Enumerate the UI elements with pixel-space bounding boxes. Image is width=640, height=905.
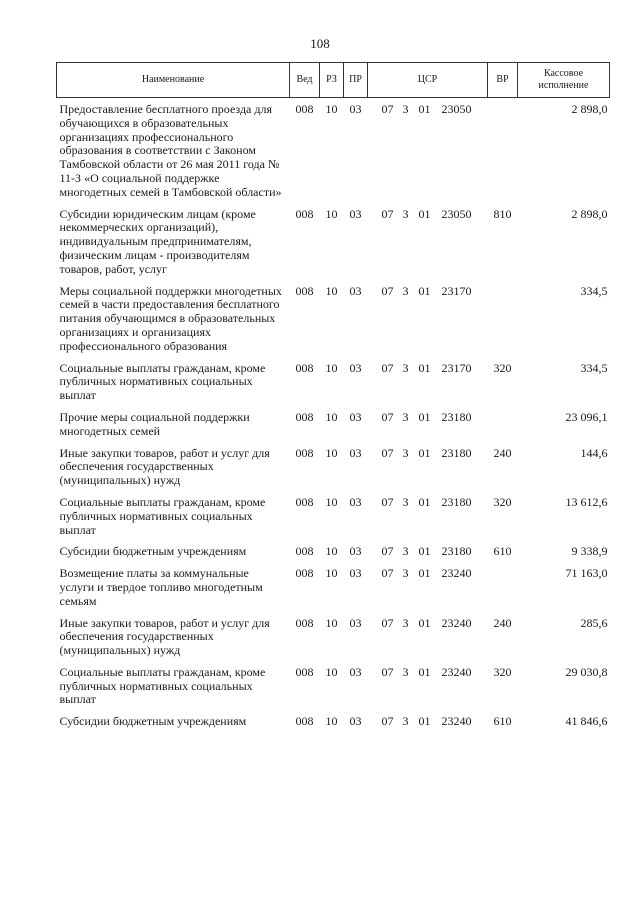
csr-part: 23180 bbox=[441, 544, 472, 559]
row-csr bbox=[368, 710, 488, 732]
row-name: Субсидии бюджетным учреждениям bbox=[59, 714, 247, 729]
row-pr: 03 bbox=[349, 664, 362, 679]
row-vr: 610 bbox=[493, 714, 512, 729]
csr-part: 23240 bbox=[441, 615, 472, 630]
csr-part: 01 bbox=[418, 566, 431, 581]
row-vr bbox=[488, 406, 518, 442]
row-rz: 10 bbox=[325, 409, 338, 424]
table-row bbox=[57, 562, 610, 611]
header-ved: Вед bbox=[290, 63, 320, 98]
row-ved: 008 bbox=[295, 206, 314, 221]
csr-part: 23170 bbox=[441, 283, 472, 298]
csr-part: 01 bbox=[418, 544, 431, 559]
row-pr: 03 bbox=[349, 615, 362, 630]
csr-part: 01 bbox=[418, 409, 431, 424]
csr-part: 3 bbox=[402, 206, 409, 221]
csr-part: 23240 bbox=[441, 566, 472, 581]
row-csr bbox=[368, 442, 488, 491]
row-ved: 008 bbox=[295, 360, 314, 375]
row-csr bbox=[368, 98, 488, 203]
row-name: Социальные выплаты гражданам, кроме публичных нормативных социальных выплат bbox=[59, 494, 266, 537]
csr-part: 01 bbox=[418, 714, 431, 729]
row-pr: 03 bbox=[349, 360, 362, 375]
row-name: Предоставление бесплатного проезда для обучающихся в образовательных организациях профессионального образования в соответствии с Законом Тамбовской области от 26 мая 2011 года № 11-З «О социальной поддержке многодетных семей в Тамбовской области» bbox=[59, 102, 282, 199]
row-name: Возмещение платы за коммунальные услуги и твердое топливо многодетным семьям bbox=[59, 566, 263, 608]
csr-part: 01 bbox=[418, 494, 431, 509]
table-row bbox=[57, 710, 610, 732]
row-rz: 10 bbox=[325, 102, 338, 116]
csr-part: 01 bbox=[418, 102, 431, 116]
csr-part: 3 bbox=[402, 615, 409, 630]
header-kassa: Кассовое исполнение bbox=[518, 63, 610, 98]
csr-part: 01 bbox=[418, 664, 431, 679]
csr-part: 23240 bbox=[441, 714, 472, 729]
row-vr: 240 bbox=[493, 445, 512, 460]
csr-part: 07 bbox=[381, 544, 394, 559]
row-rz: 10 bbox=[325, 206, 338, 221]
csr-part: 23050 bbox=[441, 206, 472, 221]
row-name: Прочие меры социальной поддержки многодетных семей bbox=[59, 409, 250, 438]
row-rz: 10 bbox=[325, 283, 338, 298]
row-rz: 10 bbox=[325, 494, 338, 509]
row-amount: 23 096,1 bbox=[565, 409, 608, 424]
row-rz: 10 bbox=[325, 566, 338, 581]
row-name: Субсидии бюджетным учреждениям bbox=[59, 544, 247, 559]
row-amount: 285,6 bbox=[580, 615, 608, 630]
row-amount: 334,5 bbox=[580, 283, 608, 298]
row-csr bbox=[368, 562, 488, 611]
row-amount: 334,5 bbox=[580, 360, 608, 375]
csr-part: 07 bbox=[381, 283, 394, 298]
table-row bbox=[57, 540, 610, 562]
csr-part: 07 bbox=[381, 102, 394, 116]
csr-part: 3 bbox=[402, 445, 409, 460]
row-ved: 008 bbox=[295, 494, 314, 509]
csr-part: 01 bbox=[418, 615, 431, 630]
csr-part: 3 bbox=[402, 544, 409, 559]
csr-part: 07 bbox=[381, 360, 394, 375]
table-row bbox=[57, 491, 610, 540]
csr-part: 07 bbox=[381, 494, 394, 509]
table-row bbox=[57, 98, 610, 203]
row-ved: 008 bbox=[295, 102, 314, 116]
csr-part: 3 bbox=[402, 566, 409, 581]
csr-part: 23180 bbox=[441, 409, 472, 424]
csr-part: 07 bbox=[381, 445, 394, 460]
row-vr: 320 bbox=[493, 360, 512, 375]
row-pr: 03 bbox=[349, 283, 362, 298]
row-amount: 13 612,6 bbox=[565, 494, 608, 509]
row-rz: 10 bbox=[325, 664, 338, 679]
csr-part: 3 bbox=[402, 494, 409, 509]
row-vr: 320 bbox=[493, 494, 512, 509]
row-pr: 03 bbox=[349, 494, 362, 509]
csr-part: 23170 bbox=[441, 360, 472, 375]
row-csr bbox=[368, 406, 488, 442]
row-csr bbox=[368, 612, 488, 661]
row-name: Меры социальной поддержки многодетных семей в части предоставления бесплатного питания обучающимся в образовательных организациях и организациях профессионального образования bbox=[59, 283, 282, 353]
csr-part: 07 bbox=[381, 615, 394, 630]
row-ved: 008 bbox=[295, 409, 314, 424]
row-name: Субсидии юридическим лицам (кроме некоммерческих организаций), индивидуальным предпринимателям, физическим лицам - производителям товаров, работ, услуг bbox=[59, 206, 256, 276]
row-amount: 144,6 bbox=[580, 445, 608, 460]
table-header bbox=[57, 63, 610, 98]
header-rz: РЗ bbox=[320, 63, 344, 98]
csr-part: 07 bbox=[381, 409, 394, 424]
table-row bbox=[57, 612, 610, 661]
row-rz: 10 bbox=[325, 445, 338, 460]
row-csr bbox=[368, 203, 488, 280]
row-vr bbox=[488, 280, 518, 357]
row-amount: 71 163,0 bbox=[565, 566, 608, 581]
row-ved: 008 bbox=[295, 283, 314, 298]
header-name: Наименование bbox=[57, 63, 290, 98]
csr-part: 01 bbox=[418, 206, 431, 221]
row-rz: 10 bbox=[325, 544, 338, 559]
csr-part: 01 bbox=[418, 283, 431, 298]
page-number: 108 bbox=[310, 36, 330, 51]
row-ved: 008 bbox=[295, 664, 314, 679]
row-vr: 610 bbox=[493, 544, 512, 559]
csr-part: 23050 bbox=[441, 102, 472, 116]
row-rz: 10 bbox=[325, 615, 338, 630]
row-csr bbox=[368, 661, 488, 710]
row-name: Социальные выплаты гражданам, кроме публичных нормативных социальных выплат bbox=[59, 360, 266, 403]
row-pr: 03 bbox=[349, 102, 362, 116]
csr-part: 3 bbox=[402, 102, 409, 116]
csr-part: 23180 bbox=[441, 494, 472, 509]
row-pr: 03 bbox=[349, 445, 362, 460]
row-pr: 03 bbox=[349, 544, 362, 559]
row-pr: 03 bbox=[349, 206, 362, 221]
csr-part: 3 bbox=[402, 714, 409, 729]
csr-part: 3 bbox=[402, 360, 409, 375]
row-amount: 2 898,0 bbox=[571, 206, 608, 221]
row-ved: 008 bbox=[295, 566, 314, 581]
csr-part: 3 bbox=[402, 664, 409, 679]
row-ved: 008 bbox=[295, 544, 314, 559]
csr-part: 07 bbox=[381, 566, 394, 581]
row-pr: 03 bbox=[349, 409, 362, 424]
csr-part: 23180 bbox=[441, 445, 472, 460]
row-amount: 29 030,8 bbox=[565, 664, 608, 679]
csr-part: 23240 bbox=[441, 664, 472, 679]
header-pr: ПР bbox=[344, 63, 368, 98]
table-row bbox=[57, 661, 610, 710]
row-csr bbox=[368, 540, 488, 562]
row-amount: 41 846,6 bbox=[565, 714, 608, 729]
row-vr: 240 bbox=[493, 615, 512, 630]
row-ved: 008 bbox=[295, 445, 314, 460]
row-amount: 2 898,0 bbox=[571, 102, 608, 116]
row-name: Иные закупки товаров, работ и услуг для обеспечения государственных (муниципальных) нужд bbox=[59, 445, 270, 488]
row-amount: 9 338,9 bbox=[571, 544, 608, 559]
header-csr: ЦСР bbox=[368, 63, 488, 98]
row-vr bbox=[488, 98, 518, 203]
row-pr: 03 bbox=[349, 566, 362, 581]
row-csr bbox=[368, 357, 488, 406]
row-csr bbox=[368, 280, 488, 357]
row-name: Социальные выплаты гражданам, кроме публичных нормативных социальных выплат bbox=[59, 664, 266, 707]
table-body bbox=[57, 98, 610, 733]
row-ved: 008 bbox=[295, 615, 314, 630]
table-row bbox=[57, 203, 610, 280]
header-vr: ВР bbox=[488, 63, 518, 98]
table-row bbox=[57, 406, 610, 442]
csr-part: 3 bbox=[402, 283, 409, 298]
header-row bbox=[57, 63, 610, 98]
table-row bbox=[57, 442, 610, 491]
row-vr: 320 bbox=[493, 664, 512, 679]
row-pr: 03 bbox=[349, 714, 362, 729]
csr-part: 01 bbox=[418, 445, 431, 460]
table-row bbox=[57, 357, 610, 406]
csr-part: 3 bbox=[402, 409, 409, 424]
row-rz: 10 bbox=[325, 714, 338, 729]
csr-part: 07 bbox=[381, 206, 394, 221]
csr-part: 07 bbox=[381, 664, 394, 679]
row-csr bbox=[368, 491, 488, 540]
csr-part: 01 bbox=[418, 360, 431, 375]
row-name: Иные закупки товаров, работ и услуг для обеспечения государственных (муниципальных) нужд bbox=[59, 615, 270, 658]
budget-table bbox=[56, 62, 610, 732]
row-vr: 810 bbox=[493, 206, 512, 221]
table-row bbox=[57, 280, 610, 357]
row-rz: 10 bbox=[325, 360, 338, 375]
csr-part: 07 bbox=[381, 714, 394, 729]
row-ved: 008 bbox=[295, 714, 314, 729]
row-vr bbox=[488, 562, 518, 611]
